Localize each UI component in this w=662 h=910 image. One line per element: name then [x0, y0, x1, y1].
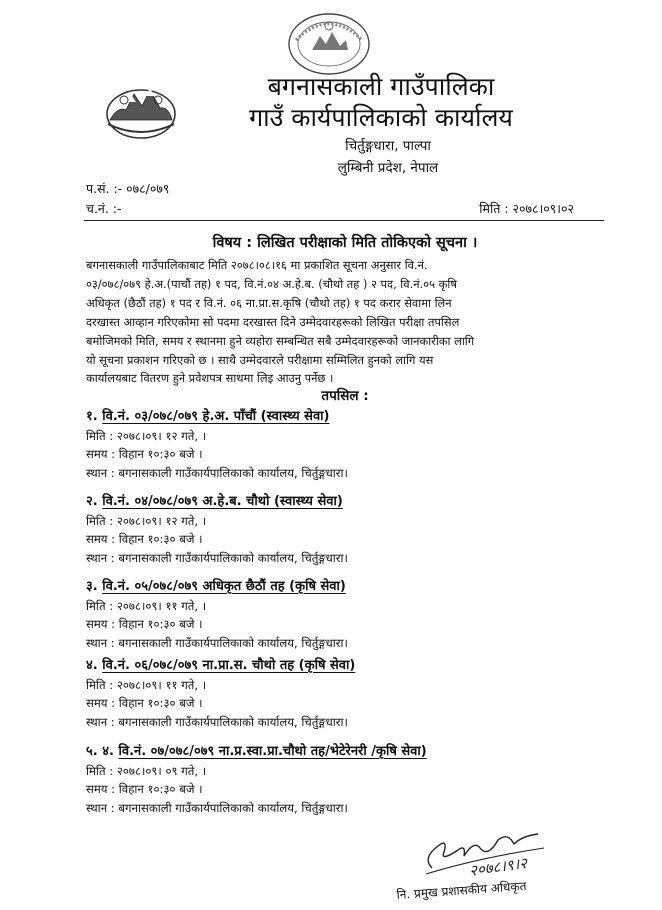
body-line: कार्यालयबाट वितरण हुने प्रवेशपत्र साथमा लिइ आउनु पर्नेछ । [86, 371, 334, 386]
schedule-item [86, 577, 606, 652]
body-line: बमोजिमको मिति, समय र स्थानमा हुने व्यहोरा सम्बन्धित सबै उम्मेदवारहरूको जानकारीका लागि [86, 333, 475, 348]
nepal-emblem-logo [104, 80, 178, 140]
schedule-item-time: समय : विहान १०:३० बजे । [86, 617, 203, 632]
body-line: बगनासकाली गाउँपालिकाबाट मिति २०७८।०८।१६ मा प्रकाशित सूचना अनुसार वि.नं. [86, 258, 428, 272]
dispatch-number: च.नं. :- [86, 201, 122, 216]
schedule-item-time: समय : विहान १०:३० बजे । [86, 532, 203, 547]
schedule-item-date: मिति : २०७८।०९। ११ गते, । [86, 599, 207, 613]
notice-body [86, 256, 604, 388]
schedule-item-time: समय : विहान १०:३० बजे । [86, 782, 203, 797]
schedule-item [86, 492, 606, 567]
body-line: ०३/०७८/०७९ हे.अ.(पाचौं तह) १ पद, वि.नं.०४ अ.हे.ब. (चौथो तह ) २ पद, वि.नं.०५ कृषि [86, 276, 457, 291]
schedule-item [86, 742, 606, 817]
schedule-item-venue: स्थान : बगनासकाली गाउँकार्यपालिकाको कार्यालय, चिर्तुङ्गधारा। [86, 800, 348, 815]
signatory-title: नि. प्रमुख प्रशासकीय अधिकृत [396, 878, 527, 902]
svg-text:२०७८।९।२: २०७८।९।२ [468, 854, 529, 880]
schedule-item-venue: स्थान : बगनासकाली गाउँकार्यपालिकाको कार्यालय, चिर्तुङ्गधारा। [86, 635, 348, 650]
schedule-item-title: ५. ४. वि.नं. ०७/०७८/०७९ ना.प्र.स्वा.प्रा.चौथो तह/भेटेरेनरी /कृषि सेवा) [86, 744, 427, 759]
schedule-item-title: १. वि.नं. ०३/०७८/०७९ हे.अ. पाँचौं (स्वास्थ्य सेवा) [86, 409, 330, 424]
address-province: लुम्बिनी प्रदेश, नेपाल [337, 160, 439, 176]
schedule-item-date: मिति : २०७८।०९। ११ गते, । [86, 678, 207, 692]
schedule-item-title: ४. वि.नं. ०६/०७८/०७९ ना.प्रा.स. चौथो तह (कृषि सेवा) [86, 658, 356, 673]
official-seal-stamp [284, 10, 374, 78]
schedule-item-date: मिति : २०७८।०९। १२ गते, । [86, 429, 207, 443]
organization-name: बगनासकाली गाउँपालिका [267, 72, 495, 101]
schedule-item-date: मिति : २०७८।०९। १२ गते, । [86, 514, 207, 528]
notice-subject: विषय : लिखित परीक्षाको मिति तोकिएको सूचना । [212, 235, 478, 251]
body-line: यो सूचना प्रकाशन गरिएको छ । साथै उम्मेदवारले परीक्षामा सम्मिलित हुनको लागि यस [86, 352, 434, 367]
schedule-item-title: २. वि.नं. ०४/०७८/०७९ अ.हे.ब. चौथो (स्वास्थ्य सेवा) [86, 494, 343, 509]
schedule-item-venue: स्थान : बगनासकाली गाउँकार्यपालिकाको कार्यालय, चिर्तुङ्गधारा। [86, 714, 348, 729]
letter-reference-number: प.सं. :- ०७८/०७९ [86, 181, 170, 196]
schedule-item-venue: स्थान : बगनासकाली गाउँकार्यपालिकाको कार्यालय, चिर्तुङ्गधारा। [86, 465, 348, 480]
schedule-item-venue: स्थान : बगनासकाली गाउँकार्यपालिकाको कार्यालय, चिर्तुङ्गधारा। [86, 550, 348, 565]
schedule-item-time: समय : विहान १०:३० बजे । [86, 696, 203, 711]
letter-date: मिति : २०७८।०९।०२ [479, 201, 574, 216]
body-line: अधिकृत (छैठौं तह) १ पद र वि.नं. ०६ ना.प्रा.स.कृषि (चौथो तह) १ पद करार सेवामा लिन [86, 295, 452, 310]
office-name: गाउँ कार्यपालिकाको कार्यालय [249, 103, 513, 132]
schedule-item-date: मिति : २०७८।०९। ०९ गते, । [86, 764, 207, 778]
annex-heading: तपसिल : [321, 388, 369, 404]
schedule-item-title: ३. वि.नं. ०५/०७८/०७९ अधिकृत छैठौं तह (कृषि सेवा) [86, 579, 346, 594]
address-district: चिर्तुङ्गधारा, पाल्पा [345, 138, 431, 154]
schedule-item [86, 407, 606, 482]
header-divider [84, 220, 604, 221]
body-line: दरखास्त आव्हान गरिएकोमा सो पदमा दरखास्त दिने उम्मेदवारहरूको लिखित परीक्षा तपसिल [86, 314, 460, 329]
schedule-item [86, 656, 606, 731]
schedule-item-time: समय : विहान १०:३० बजे । [86, 447, 203, 462]
